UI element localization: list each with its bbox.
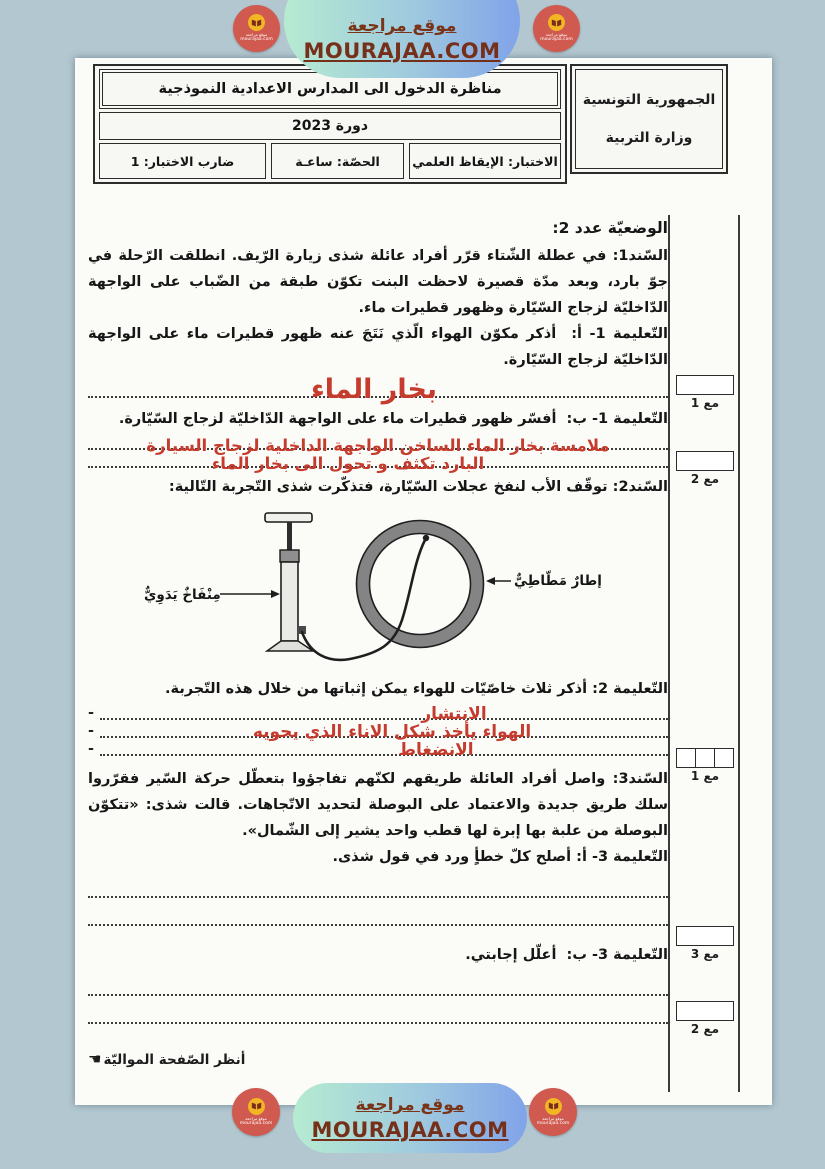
experiment-diagram (88, 504, 668, 674)
instruction-1b (88, 406, 668, 432)
institution-country: الجمهورية التونسية (582, 92, 716, 108)
list-dash: - (88, 723, 95, 739)
handwritten-answer-1a: بخار الماء (310, 374, 438, 405)
score-box-2 (676, 451, 734, 486)
exam-title: مناظرة الدخول الى المدارس الاعدادية النموذجية (102, 72, 558, 106)
score-box-4 (676, 926, 734, 961)
instruction-2-text: أذكر ثلاث خاصّيّات للهواء يمكن إثباتها من خلال هذه التّجربة. (165, 681, 588, 697)
list-dash: - (88, 741, 95, 757)
instruction-2 (88, 676, 668, 702)
exam-coefficient: ضارب الاختبار: 1 (99, 143, 266, 179)
handwritten-answer-2-item2: الهواء يأخذ شكل الاناء الذي يحويه (252, 722, 532, 742)
instruction-2-label: التّعليمة 2: (592, 681, 668, 697)
score-box-5 (676, 1001, 734, 1036)
pump-label: مِنْفَاخٌ يَدَوِيٌّ (144, 587, 221, 603)
handwritten-answer-1b-line1: ملامسة بخار الماء الساخن الواجهة الداخلية لزجاج السيارة (146, 436, 610, 455)
site-logo-badge (232, 1088, 280, 1136)
exam-meta-row (99, 143, 561, 179)
logo-book-icon (548, 14, 565, 31)
answer-dotted-line (88, 924, 668, 926)
support-2-label: السّند2: (612, 479, 668, 495)
tire-label: إطارٌ مَطّاطِيٌّ (514, 573, 602, 589)
score-box-2-field (676, 451, 734, 471)
margin-rule-inner (668, 215, 670, 1092)
instruction-1a (88, 321, 668, 373)
badge-domain: mourajaa.com (239, 1120, 273, 1126)
margin-rule-outer (738, 215, 740, 1092)
next-page-note-text: أنظر الصّفحة المواليّة (103, 1052, 246, 1068)
pointing-hand-icon: ☚ (88, 1050, 102, 1068)
score-box-1-label: مع 1 (690, 396, 720, 410)
watermark-banner-top (284, 0, 520, 78)
support-3 (88, 766, 668, 844)
watermark-site-domain: MOURAJAA.COM (311, 1118, 509, 1142)
exam-content (88, 215, 668, 1073)
support-2-text: توقّف الأب لنفخ عجلات السّيّارة، فتذكّرت شذى التّجربة التّالية: (168, 479, 608, 495)
site-logo-badge (233, 5, 280, 52)
exam-header-table (93, 64, 567, 184)
support-3-label: السّند3: (612, 771, 668, 787)
site-logo-badge (533, 5, 580, 52)
instruction-1b-label: التّعليمة 1- ب: (566, 411, 668, 427)
instruction-3a-label: التّعليمة 3- أ: (576, 849, 668, 865)
exam-session: دورة 2023 (99, 112, 561, 140)
answer-2-row-2 (88, 721, 668, 742)
watermark-site-domain: MOURAJAA.COM (303, 39, 501, 63)
handwritten-answer-2-item3: الانضغاط (398, 740, 474, 760)
support-2 (88, 474, 668, 500)
score-box-3-label: مع 1 (690, 769, 720, 783)
score-box-4-label: مع 3 (690, 947, 720, 961)
instruction-1a-label: التّعليمة 1- أ: (571, 326, 668, 342)
support-1-label: السّند1: (612, 248, 668, 264)
badge-site-ar: موقع مراجعة (545, 32, 568, 37)
site-logo-badge (529, 1088, 577, 1136)
answer-dotted-line (88, 1022, 668, 1024)
instruction-3b-label: التّعليمة 3- ب: (566, 947, 668, 963)
answer-dotted-line (88, 896, 668, 898)
logo-book-icon (545, 1098, 562, 1115)
watermark-site-name-ar: موقع مراجعة (347, 16, 457, 36)
logo-book-icon (248, 1098, 265, 1115)
badge-site-ar: موقع مراجعة (542, 1115, 564, 1121)
support-1-text: في عطلة الشّتاء قرّر أفراد عائلة شذى زيارة الرّيف. انطلقت الرّحلة في جوّ بارد، وبعد مدّة قصيرة لاحظت البنت تكوّن طبقة من الضّباب على الواجهة الدّاخليّة لزجاج السّيّارة وظهور قطيرات ماء. (88, 248, 668, 316)
score-box-5-label: مع 2 (690, 1022, 720, 1036)
situation-title: الوضعيّة عدد 2: (552, 219, 668, 237)
institution-box (570, 64, 728, 174)
support-1 (88, 243, 668, 321)
instruction-1b-text: أفسّر ظهور قطيرات ماء على الواجهة الدّاخليّة لزجاج السّيّارة. (118, 411, 557, 427)
logo-book-icon (248, 14, 265, 31)
instruction-3b-text: أعلّل إجابتي. (465, 947, 557, 963)
list-dash: - (88, 705, 95, 721)
score-box-4-field (676, 926, 734, 946)
badge-site-ar: موقع مراجعة (245, 1115, 267, 1121)
support-3-text: واصل أفراد العائلة طريقهم لكنّهم تفاجؤوا بتعطّل حركة السّير فقرّروا سلك طريق جديدة والاعتماد على البوصلة لتحديد الاتّجاهات. قالت شذى: «تتكوّن البوصلة من علبة بها إبرة لها قطب واحد يشير إلى الشّمال». (88, 771, 668, 839)
answer-2-row-1 (88, 703, 668, 724)
instruction-3b (88, 942, 668, 968)
exam-subject: الاختبار: الإيقاظ العلمي (409, 143, 561, 179)
answer-1b-row-1 (88, 434, 668, 455)
exam-page (75, 58, 772, 1105)
answer-1a-row (88, 374, 668, 405)
score-box-1 (676, 375, 734, 410)
handwritten-answer-2-item1: الانتشار (421, 704, 487, 724)
next-page-note (88, 1046, 668, 1073)
answer-dotted-line (88, 994, 668, 996)
score-box-5-field (676, 1001, 734, 1021)
institution-ministry: وزارة التربية (605, 130, 693, 146)
badge-domain: mourajaa.com (540, 37, 573, 42)
instruction-3a (88, 844, 668, 870)
score-box-2-label: مع 2 (690, 472, 720, 486)
watermark-site-name-ar: موقع مراجعة (355, 1095, 465, 1115)
badge-site-ar: موقع مراجعة (245, 32, 268, 37)
instruction-3a-text: أصلح كلّ خطأٍ ورد في قول شذى. (332, 849, 572, 865)
badge-domain: mourajaa.com (536, 1120, 570, 1126)
watermark-banner-bottom (293, 1083, 527, 1153)
score-box-1-field (676, 375, 734, 395)
badge-domain: mourajaa.com (240, 37, 273, 42)
instruction-1a-text: أذكر مكوّن الهواء الّذي نَتَجَ عنه ظهور قطيرات ماء على الواجهة الدّاخليّة لزجاج السّيّارة. (88, 326, 668, 368)
answer-1b-row-2 (88, 452, 668, 473)
handwritten-answer-1b-line2: البارد تكثف و تحول الى بخار الماء (211, 454, 485, 473)
exam-duration: الحصّة: ساعـة (271, 143, 404, 179)
answer-2-row-3 (88, 739, 668, 760)
